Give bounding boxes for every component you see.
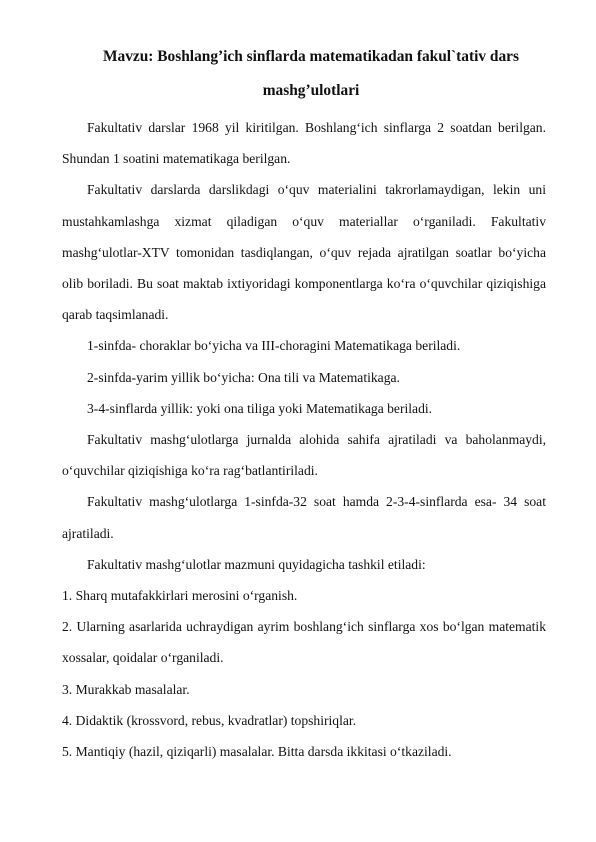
title-line-1: Mavzu: Boshlang’ich sinflarda matematikadan fakul`tativ dars (103, 48, 519, 65)
paragraph: 3-4-sinflarda yillik: yoki ona tiliga yoki Matematikaga beriladi. (87, 400, 433, 416)
list-item: 1. Sharq mutafakkirlari merosini o‘rganish. (62, 588, 298, 604)
list-item: 4. Didaktik (krossvord, rebus, kvadratlar) topshiriqlar. (62, 712, 357, 728)
paragraph: Fakultativ darslar 1968 yil kiritilgan. Boshlang‘ich sinflarga 2 soatdan berilgan. Shundan 1 soatini matematikaga berilgan. (62, 120, 546, 167)
list-item: 3. Murakkab masalalar. (62, 681, 190, 697)
document-page (62, 40, 546, 767)
paragraph: Fakultativ mashg‘ulotlarga jurnalda alohida sahifa ajratiladi va baholanmaydi, o‘quvchilar qiziqishiga ko‘ra rag‘batlantiriladi. (62, 432, 546, 479)
list-item: 5. Mantiqiy (hazil, qiziqarli) masalalar. Bitta darsda ikkitasi o‘tkaziladi. (62, 744, 452, 760)
paragraph: 1-sinfda- choraklar bo‘yicha va III-choragini Matematikaga beriladi. (87, 338, 461, 354)
paragraph: 2-sinfda-yarim yillik bo‘yicha: Ona tili va Matematikaga. (87, 369, 400, 385)
paragraph: Fakultativ mashg‘ulotlar mazmuni quyidagicha tashkil etiladi: (87, 556, 426, 572)
document-title (62, 40, 546, 108)
paragraph: Fakultativ darslarda darslikdagi o‘quv materialini takrorlamaydigan, lekin uni mustahkamlashga xizmat qiladigan o‘quv materiallar o‘rganiladi. Fakultativ mashg‘ulotlar-XTV tomonidan tasdiqlangan, o‘quv rejada ajratilgan soatlar bo‘yicha olib boriladi. Bu soat maktab ixtiyoridagi komponentlarga ko‘ra o‘quvchilar qiziqishiga qarab taqsimlanadi. (62, 182, 546, 323)
list-item: 2. Ularning asarlarida uchraydigan ayrim boshlang‘ich sinflarga xos bo‘lgan matematik xossalar, qoidalar o‘rganiladi. (62, 619, 546, 666)
title-line-2: mashg’ulotlari (262, 82, 360, 99)
paragraph: Fakultativ mashg‘ulotlarga 1-sinfda-32 soat hamda 2-3-4-sinflarda esa- 34 soat ajratiladi. (62, 494, 546, 541)
